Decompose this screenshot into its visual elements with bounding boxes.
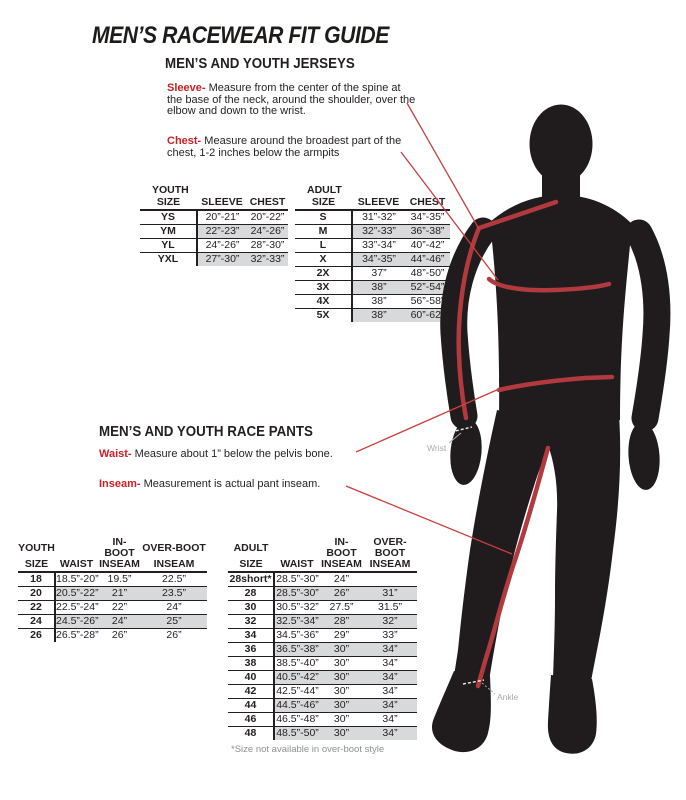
figure-silhouette <box>432 105 662 754</box>
cell-size: YM <box>140 225 197 239</box>
cell-inboot: 19.5” <box>98 572 141 587</box>
table-row <box>295 309 450 323</box>
cell-overboot: 34” <box>363 727 417 741</box>
cell-size: 28short* <box>228 572 274 587</box>
cell-overboot: 34” <box>363 643 417 657</box>
cell-chest: 40”-42” <box>405 239 450 253</box>
cell-inboot: 29” <box>320 629 363 643</box>
cell-chest: 52”-54” <box>405 281 450 295</box>
header-group: YOUTH <box>18 541 55 554</box>
cell-overboot <box>363 572 417 587</box>
adult-jersey-table <box>295 184 450 322</box>
cell-size: 40 <box>228 671 274 685</box>
cell-sleeve: 37” <box>352 267 405 281</box>
figure-neck <box>542 165 580 201</box>
cell-overboot: 26” <box>166 629 182 641</box>
table-row <box>228 685 417 699</box>
figure-left-arm <box>454 231 483 416</box>
cell-chest: 34”-35” <box>405 210 450 225</box>
header-spacer <box>55 536 98 559</box>
cell-size: YL <box>140 239 197 253</box>
cell-sleeve: 33”-34” <box>352 239 405 253</box>
cell-size: 24 <box>18 615 55 629</box>
page-title: MEN’S RACEWEAR FIT GUIDE <box>92 22 389 49</box>
cell-sleeve: 34”-35” <box>352 253 405 267</box>
table-row <box>228 713 417 727</box>
cell-size: M <box>295 225 352 239</box>
cell-waist: 38.5”-40” <box>274 657 320 671</box>
cell-waist: 42.5”-44” <box>274 685 320 699</box>
cell-size: 5X <box>295 309 352 323</box>
header-chest: CHEST <box>405 197 450 210</box>
cell-waist: 22.5”-24” <box>56 601 99 613</box>
header-inboot-2: INSEAM <box>99 558 140 570</box>
cell-waist: 28.5”-30” <box>274 587 320 601</box>
header-overboot-2: INSEAM <box>363 559 417 572</box>
cell-chest: 56”-58” <box>405 295 450 309</box>
cell-inboot: 30” <box>320 685 363 699</box>
waist-pointer-line <box>356 389 499 452</box>
sleeve-measure-line <box>459 202 556 418</box>
cell-size: YXL <box>140 253 197 267</box>
cell-waist: 26.5”-28” <box>56 629 99 641</box>
wrist-pointer <box>449 433 461 443</box>
chest-term: Chest- <box>167 135 202 147</box>
cell-sleeve: 38” <box>352 281 405 295</box>
cell-chest: 24”-26” <box>247 225 288 239</box>
pants-section-heading: MEN’S AND YOUTH RACE PANTS <box>99 424 313 440</box>
figure-right-hand <box>626 421 662 491</box>
header-overboot-1: OVER-BOOT <box>142 541 206 554</box>
header-inboot-1: IN-BOOT <box>104 536 135 559</box>
cell-size: 34 <box>228 629 274 643</box>
table-row <box>140 225 288 239</box>
cell-sleeve: 38” <box>352 309 405 323</box>
cell-inboot: 30” <box>320 727 363 741</box>
cell-size: 20 <box>18 587 55 601</box>
cell-overboot: 31.5” <box>363 601 417 615</box>
cell-waist: 46.5”-48” <box>274 713 320 727</box>
cell-chest: 48”-50” <box>405 267 450 281</box>
table-header-row <box>295 197 450 210</box>
table-row <box>18 629 207 643</box>
figure-right-leg <box>548 414 620 681</box>
header-overboot-1: OVER-BOOT <box>373 536 407 559</box>
waist-measure-line <box>499 377 612 390</box>
cell-inboot: 30” <box>320 657 363 671</box>
ankle-mark <box>463 680 484 684</box>
cell-waist: 36.5”-38” <box>274 643 320 657</box>
cell-overboot: 34” <box>363 685 417 699</box>
table-row <box>228 727 417 741</box>
cell-size: 42 <box>228 685 274 699</box>
cell-size: 38 <box>228 657 274 671</box>
table-row <box>295 267 450 281</box>
cell-overboot: 32” <box>363 615 417 629</box>
jerseys-section-heading: MEN’S AND YOUTH JERSEYS <box>165 56 355 72</box>
header-group: ADULT <box>233 541 269 554</box>
table-row <box>295 281 450 295</box>
cell-inboot: 30” <box>320 671 363 685</box>
cell-sleeve: 22”-23” <box>197 225 247 239</box>
cell-waist: 30.5”-32” <box>274 601 320 615</box>
cell-chest: 32”-33” <box>247 253 288 267</box>
table-row <box>295 253 450 267</box>
table-row <box>228 587 417 601</box>
cell-sleeve: 20”-21” <box>197 210 247 225</box>
inseam-measure-line <box>478 448 548 686</box>
cell-overboot: 22.5” <box>141 572 207 587</box>
cell-overboot: 34” <box>363 699 417 713</box>
cell-overboot: 34” <box>363 671 417 685</box>
header-size: SIZE <box>18 559 55 572</box>
sleeve-term: Sleeve- <box>167 82 206 94</box>
cell-waist: 44.5”-46” <box>274 699 320 713</box>
cell-overboot: 24” <box>141 601 207 615</box>
cell-size: 32 <box>228 615 274 629</box>
table-row <box>140 253 288 267</box>
table-row <box>228 657 417 671</box>
cell-overboot: 34” <box>363 657 417 671</box>
table-header-row <box>228 559 417 572</box>
table-row <box>228 671 417 685</box>
table-row <box>228 629 417 643</box>
cell-size: X <box>295 253 352 267</box>
cell-size: S <box>295 210 352 225</box>
adult-pants-table <box>228 536 417 740</box>
table-header-row <box>140 197 288 210</box>
cell-size: 28 <box>228 587 274 601</box>
header-chest: CHEST <box>247 197 288 210</box>
cell-waist: 40.5”-42” <box>274 671 320 685</box>
table-header-row-top <box>18 536 207 559</box>
figure-left-leg <box>454 410 550 681</box>
cell-chest: 20”-22” <box>247 210 288 225</box>
sleeve-text: Measure from the center of the spine at the base of the neck, around the shoulder, over the elbow and down to the wrist. <box>167 82 416 118</box>
waist-text: Measure about 1” below the pelvis bone. <box>134 448 333 460</box>
cell-sleeve: 31”-32” <box>352 210 405 225</box>
figure-left-foot <box>432 671 491 752</box>
cell-inboot: 22” <box>98 601 141 615</box>
header-size: SIZE <box>140 197 197 210</box>
cell-size: 3X <box>295 281 352 295</box>
inseam-text: Measurement is actual pant inseam. <box>143 478 321 490</box>
table-row <box>228 643 417 657</box>
table-row <box>18 587 207 601</box>
waist-instructions <box>99 449 333 461</box>
cell-inboot: 30” <box>320 643 363 657</box>
waist-term: Waist- <box>99 448 132 460</box>
cell-size: 18 <box>18 572 55 587</box>
cell-size: 30 <box>228 601 274 615</box>
cell-waist: 24.5”-26” <box>56 615 99 627</box>
table-row <box>140 239 288 253</box>
wrist-label: Wrist <box>427 443 447 453</box>
cell-overboot: 34” <box>363 713 417 727</box>
table-row <box>295 295 450 309</box>
sleeve-instructions <box>167 83 417 118</box>
cell-size: 36 <box>228 643 274 657</box>
cell-inboot: 26” <box>320 587 363 601</box>
cell-inboot: 26” <box>111 629 128 641</box>
overboot-footnote: *Size not available in over-boot style <box>231 744 385 755</box>
table-row <box>295 210 450 225</box>
cell-inboot: 30” <box>320 699 363 713</box>
header-inboot-2: INSEAM <box>321 558 362 570</box>
table-row <box>228 615 417 629</box>
table-row <box>18 615 207 629</box>
ankle-pointer <box>482 683 495 694</box>
cell-size: 4X <box>295 295 352 309</box>
chest-instructions <box>167 136 412 159</box>
cell-chest: 44”-46” <box>405 253 450 267</box>
cell-size: 26 <box>18 629 55 643</box>
figure-head <box>530 105 593 184</box>
table-label: YOUTH <box>152 184 189 196</box>
cell-overboot: 23.5” <box>141 587 207 601</box>
header-size: SIZE <box>295 197 352 210</box>
figure-hips <box>499 378 620 452</box>
cell-inboot: 27.5” <box>320 601 363 615</box>
cell-overboot: 33” <box>363 629 417 643</box>
figure-left-hand <box>448 418 485 486</box>
table-row <box>18 601 207 615</box>
figure-right-foot <box>548 675 597 754</box>
cell-waist: 28.5”-30” <box>274 572 320 587</box>
chest-text: Measure around the broadest part of the chest, 1-2 inches below the armpits <box>167 135 402 159</box>
cell-inboot: 21” <box>98 587 141 601</box>
cell-size: 46 <box>228 713 274 727</box>
cell-size: YS <box>140 210 197 225</box>
cell-sleeve: 27”-30” <box>197 253 247 267</box>
table-label: ADULT <box>307 184 342 196</box>
figure-right-arm <box>639 233 657 418</box>
table-row <box>295 239 450 253</box>
cell-size: L <box>295 239 352 253</box>
cell-chest: 36”-38” <box>405 225 450 239</box>
cell-waist: 18.5”-20” <box>56 573 99 585</box>
cell-overboot: 31” <box>363 587 417 601</box>
header-size: SIZE <box>228 559 274 572</box>
cell-inboot: 28” <box>320 615 363 629</box>
cell-size: 44 <box>228 699 274 713</box>
header-waist: WAIST <box>55 559 98 572</box>
youth-jersey-table <box>140 184 288 266</box>
cell-waist: 32.5”-34” <box>274 615 320 629</box>
cell-waist: 34.5”-36” <box>274 629 320 643</box>
header-spacer <box>274 536 320 559</box>
cell-inboot: 30” <box>320 713 363 727</box>
cell-chest: 60”-62” <box>405 309 450 323</box>
table-row <box>140 210 288 225</box>
youth-pants-table <box>18 536 207 642</box>
cell-waist: 20.5”-22” <box>56 587 99 599</box>
inseam-term: Inseam- <box>99 478 141 490</box>
header-waist: WAIST <box>274 559 320 572</box>
inseam-instructions <box>99 479 320 491</box>
cell-size: 2X <box>295 267 352 281</box>
table-row <box>228 699 417 713</box>
table-row <box>228 572 417 587</box>
table-row <box>295 225 450 239</box>
cell-inboot: 24” <box>98 615 141 629</box>
table-header-row <box>18 559 207 572</box>
header-sleeve: SLEEVE <box>197 197 247 210</box>
header-overboot-2: INSEAM <box>141 559 207 572</box>
cell-sleeve: 38” <box>352 295 405 309</box>
table-row <box>228 601 417 615</box>
cell-inboot: 24” <box>320 572 363 587</box>
ankle-label: Ankle <box>497 692 519 702</box>
header-sleeve: SLEEVE <box>352 197 405 210</box>
wrist-mark <box>451 427 472 432</box>
header-inboot-1: IN-BOOT <box>326 536 357 559</box>
cell-chest: 28”-30” <box>247 239 288 253</box>
table-header-row-top <box>228 536 417 559</box>
cell-size: 22 <box>18 601 55 615</box>
figure-torso <box>490 195 632 420</box>
table-row <box>18 572 207 587</box>
cell-sleeve: 32”-33” <box>352 225 405 239</box>
chest-measure-line <box>489 279 609 290</box>
cell-sleeve: 24”-26” <box>197 239 247 253</box>
cell-waist: 48.5”-50” <box>274 727 320 741</box>
cell-overboot: 25” <box>141 615 207 629</box>
cell-size: 48 <box>228 727 274 741</box>
